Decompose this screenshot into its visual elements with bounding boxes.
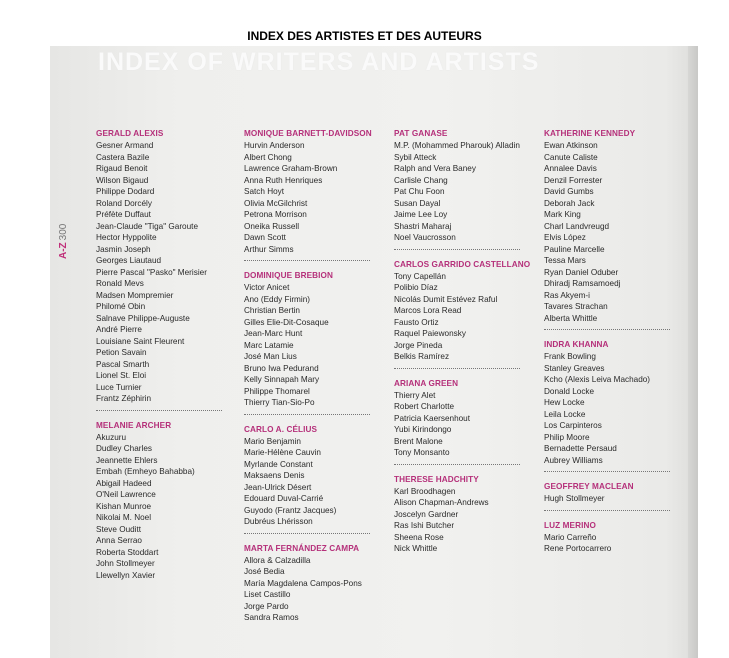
author-heading: LUZ MERINO bbox=[544, 520, 596, 530]
artist-name: Albert Chong bbox=[244, 152, 292, 162]
artist-name: Hugh Stollmeyer bbox=[544, 494, 605, 503]
artist-name: Sybil Atteck bbox=[394, 152, 437, 162]
artist-name: Olivia McGilchrist bbox=[244, 198, 308, 208]
artist-name: Robert Charlotte bbox=[394, 402, 455, 411]
artist-name: Bruno Iwa Pedurand bbox=[244, 363, 319, 373]
section-divider bbox=[394, 464, 520, 465]
artist-name: Kcho (Alexis Leiva Machado) bbox=[544, 375, 651, 384]
artist-name: Tony Capellán bbox=[394, 271, 446, 281]
page-title: INDEX OF WRITERS AND ARTISTS bbox=[98, 48, 540, 76]
index-column bbox=[96, 128, 246, 590]
index-column bbox=[394, 128, 544, 564]
artist-name: Jean-Ulrick Désert bbox=[244, 482, 312, 492]
artist-name: Akuzuru bbox=[96, 432, 127, 442]
artist-name: Arthur Simms bbox=[244, 244, 294, 254]
artist-name: Steve Ouditt bbox=[96, 524, 142, 534]
artist-name: Belkis Ramírez bbox=[394, 352, 450, 361]
artist-name: Jorge Pineda bbox=[394, 340, 443, 350]
artist-name: Satch Hoyt bbox=[244, 187, 285, 196]
artist-name: Jaime Lee Loy bbox=[394, 210, 448, 219]
artist-name: Kelly Sinnapah Mary bbox=[244, 375, 320, 384]
artist-name: Salnave Philippe-Auguste bbox=[96, 313, 190, 323]
artist-name: Madsen Mompremier bbox=[96, 290, 174, 300]
artist-name: Gilles Elie-Dit-Cosaque bbox=[244, 317, 329, 327]
artist-name: Lawrence Graham-Brown bbox=[244, 164, 338, 173]
artist-name: Deborah Jack bbox=[544, 198, 595, 208]
author-heading: GEOFFREY MACLEAN bbox=[544, 482, 634, 491]
artist-name: Abigail Hadeed bbox=[96, 478, 152, 488]
artist-name: Guyodo (Frantz Jacques) bbox=[244, 505, 337, 515]
artist-name: Hew Locke bbox=[544, 398, 585, 407]
author-section bbox=[394, 474, 544, 555]
section-divider bbox=[244, 414, 370, 415]
index-page bbox=[50, 46, 698, 658]
index-column bbox=[544, 128, 694, 564]
artist-name: Tony Monsanto bbox=[394, 448, 450, 457]
page-side-label bbox=[58, 224, 69, 259]
artist-name: Pat Chu Foon bbox=[394, 187, 445, 196]
section-divider bbox=[244, 260, 370, 261]
author-section bbox=[544, 339, 694, 472]
artist-name: Roberta Stoddart bbox=[96, 547, 159, 557]
artist-name: Alison Chapman-Andrews bbox=[394, 498, 489, 507]
artist-name: Tavares Strachan bbox=[544, 302, 608, 311]
artist-name: Pascal Smarth bbox=[96, 359, 150, 369]
author-section bbox=[96, 420, 246, 582]
author-section bbox=[244, 128, 394, 261]
artist-name: Raquel Paiewonsky bbox=[394, 329, 466, 338]
artist-name: Marc Latamie bbox=[244, 340, 294, 350]
artist-name: Philomé Obin bbox=[96, 302, 146, 311]
artist-name: Stanley Greaves bbox=[544, 363, 605, 373]
artist-name: André Pierre bbox=[96, 325, 142, 334]
author-section bbox=[96, 128, 246, 411]
author-section bbox=[244, 424, 394, 534]
author-heading: MARTA FERNÁNDEZ CAMPA bbox=[244, 543, 360, 553]
artist-name: Ras Ishi Butcher bbox=[394, 521, 455, 530]
page-edge bbox=[688, 46, 698, 658]
image-caption: INDEX DES ARTISTES ET DES AUTEURS bbox=[247, 29, 482, 43]
artist-name: Nicolás Dumit Estévez Raful bbox=[394, 294, 498, 304]
artist-name: Luce Turnier bbox=[96, 382, 142, 392]
artist-name: Karl Broodhagen bbox=[394, 486, 456, 496]
artist-name: Shastri Maharaj bbox=[394, 221, 452, 231]
artist-name: Leila Locke bbox=[544, 409, 586, 419]
artist-name: Philippe Thomarel bbox=[244, 386, 310, 396]
artist-name: M.P. (Mohammed Pharouk) Alladin bbox=[394, 141, 520, 150]
author-heading: INDRA KHANNA bbox=[544, 340, 609, 349]
artist-name: Ryan Daniel Oduber bbox=[544, 267, 619, 277]
artist-name: Nick Whittle bbox=[394, 544, 438, 553]
author-section bbox=[394, 378, 544, 465]
section-divider bbox=[394, 368, 520, 369]
artist-name: Frank Bowling bbox=[544, 352, 596, 361]
artist-name: María Magdalena Campos-Pons bbox=[244, 578, 362, 588]
artist-name: José Man Lius bbox=[244, 352, 297, 361]
artist-name: Rigaud Benoit bbox=[96, 164, 148, 173]
artist-name: Pauline Marcelle bbox=[544, 244, 605, 254]
section-divider bbox=[394, 249, 520, 250]
artist-name: Brent Malone bbox=[394, 436, 443, 446]
artist-name: Bernadette Persaud bbox=[544, 444, 617, 453]
artist-name: Petion Savain bbox=[96, 348, 147, 357]
artist-name: Louisiane Saint Fleurent bbox=[96, 336, 185, 346]
section-letters: A-Z bbox=[58, 242, 69, 259]
artist-name: Canute Caliste bbox=[544, 152, 598, 162]
artist-name: Marcos Lora Read bbox=[394, 306, 462, 315]
artist-name: Dudley Charles bbox=[96, 444, 152, 453]
artist-name: Mark King bbox=[544, 210, 581, 219]
artist-name: Thierry Alet bbox=[394, 390, 436, 400]
artist-name: Joscelyn Gardner bbox=[394, 509, 459, 519]
section-divider bbox=[544, 329, 670, 330]
artist-name: Thierry Tian-Sio-Po bbox=[244, 398, 315, 407]
artist-name: Frantz Zéphirin bbox=[96, 394, 152, 403]
artist-name: Mario Benjamin bbox=[244, 436, 301, 446]
artist-name: Hurvin Anderson bbox=[244, 141, 305, 150]
artist-name: Dawn Scott bbox=[244, 233, 286, 242]
artist-name: Oneika Russell bbox=[244, 221, 300, 231]
author-heading: KATHERINE KENNEDY bbox=[544, 129, 636, 138]
artist-name: Roland Dorcély bbox=[96, 198, 152, 208]
artist-name: Los Carpinteros bbox=[544, 421, 602, 430]
artist-name: Fausto Ortiz bbox=[394, 317, 439, 327]
author-heading: THERESE HADCHITY bbox=[394, 474, 479, 484]
artist-name: Rene Portocarrero bbox=[544, 544, 612, 553]
author-section bbox=[394, 128, 544, 250]
artist-name: Ralph and Vera Baney bbox=[394, 164, 476, 173]
artist-name: Hector Hyppolite bbox=[96, 233, 157, 242]
author-heading: PAT GANASE bbox=[394, 129, 448, 138]
artist-name: Dhiradj Ramsamoedj bbox=[544, 279, 621, 288]
author-heading: MELANIE ARCHER bbox=[96, 420, 172, 430]
artist-name: Tessa Mars bbox=[544, 256, 586, 265]
artist-name: Victor Anicet bbox=[244, 283, 290, 292]
section-divider bbox=[544, 510, 670, 511]
artist-name: Carlisle Chang bbox=[394, 175, 448, 185]
author-heading: CARLOS GARRIDO CASTELLANO bbox=[394, 259, 531, 269]
artist-name: Susan Dayal bbox=[394, 198, 441, 208]
section-divider bbox=[244, 533, 370, 534]
artist-name: Liset Castillo bbox=[244, 590, 291, 599]
author-heading: DOMINIQUE BREBION bbox=[244, 271, 334, 280]
artist-name: Philippe Dodard bbox=[96, 187, 155, 196]
author-heading: GERALD ALEXIS bbox=[96, 129, 164, 138]
author-section bbox=[544, 481, 694, 511]
section-divider bbox=[96, 410, 222, 411]
artist-name: José Bedia bbox=[244, 567, 285, 576]
artist-name: Jorge Pardo bbox=[244, 601, 289, 611]
artist-name: Ronald Mevs bbox=[96, 279, 144, 288]
artist-name: Anna Ruth Henriques bbox=[244, 175, 323, 185]
artist-name: Ewan Atkinson bbox=[544, 141, 598, 150]
artist-name: Yubi Kirindongo bbox=[394, 425, 452, 434]
author-section bbox=[544, 520, 694, 555]
artist-name: Polibio Díaz bbox=[394, 283, 438, 292]
artist-name: Lionel St. Eloi bbox=[96, 371, 147, 380]
author-section bbox=[544, 128, 694, 330]
author-section bbox=[244, 270, 394, 415]
artist-name: Patricia Kaersenhout bbox=[394, 413, 471, 423]
artist-name: Philip Moore bbox=[544, 432, 590, 442]
author-heading: CARLO A. CÉLIUS bbox=[244, 424, 318, 434]
artist-name: Aubrey Williams bbox=[544, 455, 603, 465]
author-heading: ARIANA GREEN bbox=[394, 378, 459, 388]
artist-name: Jasmin Joseph bbox=[96, 244, 151, 254]
artist-name: Llewellyn Xavier bbox=[96, 570, 156, 580]
artist-name: Donald Locke bbox=[544, 386, 595, 396]
artist-name: Maksaens Denis bbox=[244, 471, 305, 480]
artist-name: Georges Liautaud bbox=[96, 256, 162, 265]
artist-name: Embah (Emheyo Bahabba) bbox=[96, 467, 195, 476]
artist-name: Alberta Whittle bbox=[544, 313, 598, 323]
artist-name: Charl Landvreugd bbox=[544, 221, 610, 231]
artist-name: David Gumbs bbox=[544, 187, 594, 196]
artist-name: Denzil Forrester bbox=[544, 175, 603, 185]
artist-name: Noel Vaucrosson bbox=[394, 233, 456, 242]
artist-name: Castera Bazile bbox=[96, 152, 150, 162]
artist-name: Wilson Bigaud bbox=[96, 175, 149, 185]
artist-name: Jean-Claude "Tiga" Garoute bbox=[96, 221, 198, 231]
index-column bbox=[244, 128, 394, 633]
artist-name: Gesner Armand bbox=[96, 141, 154, 150]
page-number: 300 bbox=[58, 223, 69, 241]
artist-name: Sheena Rose bbox=[394, 532, 444, 542]
artist-name: Myrlande Constant bbox=[244, 459, 313, 469]
artist-name: John Stollmeyer bbox=[96, 559, 155, 568]
author-section bbox=[244, 543, 394, 624]
author-heading: MONIQUE BARNETT-DAVIDSON bbox=[244, 129, 372, 138]
artist-name: Annalee Davis bbox=[544, 164, 597, 173]
author-section bbox=[394, 259, 544, 369]
section-divider bbox=[544, 471, 670, 472]
artist-name: Pierre Pascal "Pasko" Merisier bbox=[96, 267, 207, 277]
artist-name: Ano (Eddy Firmin) bbox=[244, 294, 310, 304]
artist-name: Nikolai M. Noel bbox=[96, 513, 152, 522]
artist-name: Edouard Duval-Carrié bbox=[244, 494, 324, 503]
artist-name: Allora & Calzadilla bbox=[244, 555, 311, 565]
artist-name: Petrona Morrison bbox=[244, 210, 307, 219]
artist-name: Jean-Marc Hunt bbox=[244, 329, 303, 338]
artist-name: Christian Bertin bbox=[244, 306, 300, 315]
artist-name: Elvis López bbox=[544, 233, 586, 242]
artist-name: Mario Carreño bbox=[544, 532, 597, 542]
artist-name: O'Neil Lawrence bbox=[96, 490, 156, 499]
artist-name: Ras Akyem-i bbox=[544, 290, 590, 300]
artist-name: Préfète Duffaut bbox=[96, 210, 151, 219]
artist-name: Dubréus Lhérisson bbox=[244, 517, 313, 526]
artist-name: Anna Serrao bbox=[96, 536, 142, 545]
artist-name: Sandra Ramos bbox=[244, 613, 299, 622]
artist-name: Kishan Munroe bbox=[96, 501, 152, 511]
artist-name: Marie-Hélène Cauvin bbox=[244, 448, 321, 457]
artist-name: Jeannette Ehlers bbox=[96, 455, 158, 465]
